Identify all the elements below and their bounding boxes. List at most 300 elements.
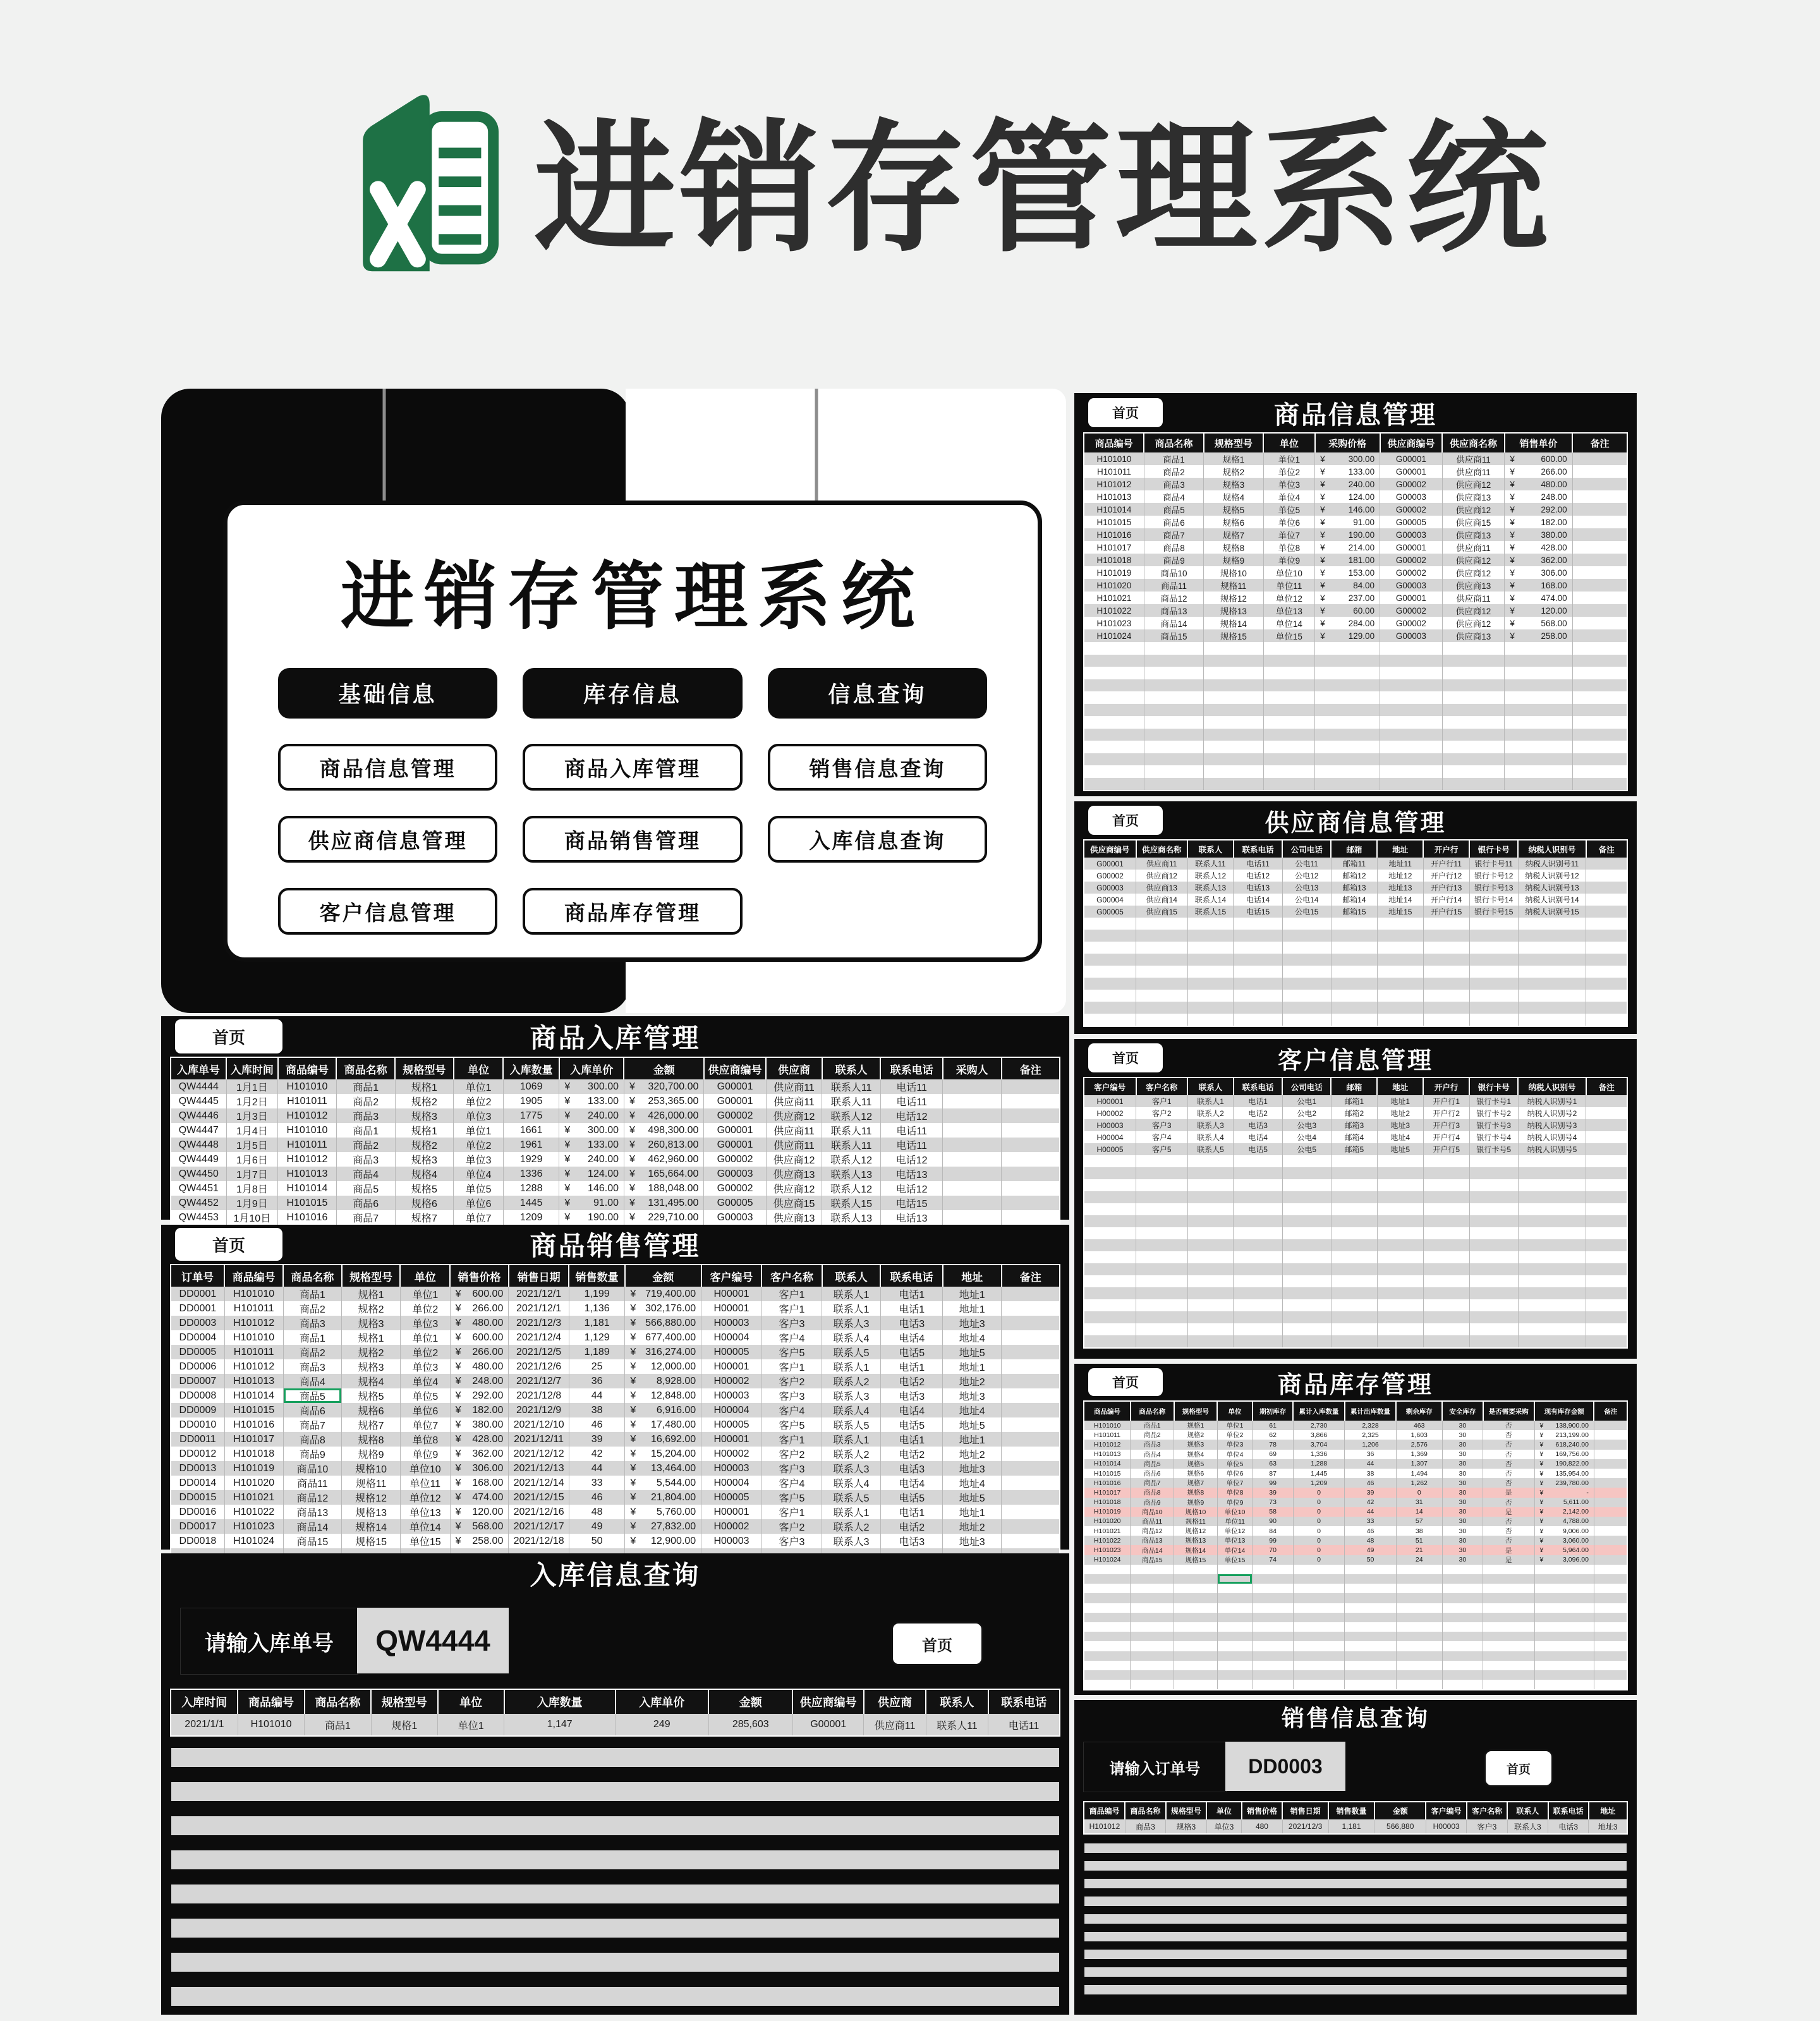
cell[interactable] xyxy=(1594,1421,1627,1430)
cell[interactable]: H101010 xyxy=(1084,1421,1131,1430)
cell[interactable]: 1,603 xyxy=(1396,1430,1442,1440)
cell[interactable] xyxy=(1002,1079,1059,1094)
cell[interactable] xyxy=(1253,1641,1293,1651)
cell[interactable] xyxy=(1084,679,1144,692)
cell[interactable] xyxy=(1315,778,1380,791)
cell[interactable] xyxy=(1331,918,1377,930)
cell[interactable] xyxy=(1572,704,1627,717)
cell[interactable] xyxy=(1377,1167,1423,1179)
cell[interactable] xyxy=(1131,1641,1174,1651)
cell[interactable] xyxy=(1377,1191,1423,1203)
cell[interactable] xyxy=(1594,1450,1627,1459)
cell[interactable]: H101016 xyxy=(278,1210,337,1225)
cell[interactable]: 供应商11 xyxy=(1442,541,1505,554)
cell[interactable] xyxy=(1594,1632,1627,1641)
cell[interactable]: 客户1 xyxy=(761,1359,822,1374)
cell[interactable] xyxy=(1204,729,1263,741)
cell[interactable]: 30 xyxy=(1442,1478,1483,1488)
cell[interactable] xyxy=(1282,1014,1331,1026)
cell[interactable]: 商品15 xyxy=(283,1534,342,1548)
query-input[interactable]: DD0003 xyxy=(1225,1742,1345,1791)
cell[interactable]: 公电4 xyxy=(1282,1131,1331,1143)
cell[interactable]: G00002 xyxy=(704,1152,766,1167)
cell[interactable]: 规格9 xyxy=(342,1447,401,1461)
cell[interactable]: 商品1 xyxy=(283,1287,342,1301)
cell[interactable]: 地址3 xyxy=(943,1316,1002,1330)
cell[interactable]: 2021/12/13 xyxy=(509,1461,569,1476)
cell[interactable]: 联系人4 xyxy=(1187,1131,1234,1143)
cell[interactable]: 规格5 xyxy=(342,1388,401,1403)
cell[interactable]: 33 xyxy=(1345,1517,1397,1526)
cell[interactable]: 客户1 xyxy=(1136,1095,1188,1107)
cell[interactable] xyxy=(1131,1593,1174,1603)
cell[interactable] xyxy=(1131,1565,1174,1574)
cell[interactable] xyxy=(1084,642,1144,655)
cell[interactable] xyxy=(1002,1534,1059,1548)
cell[interactable]: 单位1 xyxy=(438,1714,504,1735)
cell[interactable]: 25 xyxy=(569,1359,625,1374)
cell[interactable] xyxy=(1293,1670,1345,1680)
cell[interactable]: 商品10 xyxy=(283,1461,342,1476)
cell[interactable] xyxy=(1263,765,1315,778)
cell[interactable]: H101023 xyxy=(1084,617,1144,629)
cell[interactable]: 邮箱1 xyxy=(1331,1095,1377,1107)
cell[interactable]: H101011 xyxy=(224,1301,283,1316)
cell[interactable]: ¥ 266.00 xyxy=(450,1345,509,1359)
cell[interactable] xyxy=(1586,1119,1627,1131)
cell[interactable]: H00003 xyxy=(701,1388,762,1403)
cell[interactable]: 银行卡号2 xyxy=(1469,1107,1518,1119)
cell[interactable] xyxy=(1217,1593,1253,1603)
cell[interactable]: 商品9 xyxy=(283,1447,342,1461)
cell[interactable]: 单位2 xyxy=(1217,1430,1253,1440)
cell[interactable]: 联系人3 xyxy=(1187,1119,1234,1131)
cell[interactable] xyxy=(1534,1632,1594,1641)
cell[interactable]: ¥ 618,240.00 xyxy=(1534,1440,1594,1449)
cell[interactable] xyxy=(1594,1545,1627,1555)
cell[interactable]: 单位10 xyxy=(400,1461,450,1476)
cell[interactable]: 1,129 xyxy=(569,1330,625,1345)
cell[interactable]: 38 xyxy=(1396,1526,1442,1536)
cell[interactable] xyxy=(1594,1469,1627,1478)
cell[interactable] xyxy=(1174,1622,1218,1632)
cell[interactable]: ¥ 316,274.00 xyxy=(625,1345,701,1359)
cell[interactable]: DD0018 xyxy=(171,1534,224,1548)
cell[interactable] xyxy=(1217,1622,1253,1632)
cell[interactable] xyxy=(1377,1002,1423,1014)
cell[interactable]: 供应商12 xyxy=(766,1181,822,1196)
cell[interactable] xyxy=(1234,942,1282,954)
cell[interactable] xyxy=(1505,679,1572,692)
cell[interactable]: 566,880 xyxy=(1374,1819,1426,1833)
cell[interactable]: 单位3 xyxy=(1217,1440,1253,1449)
cell[interactable]: 纳税人识别号4 xyxy=(1518,1131,1586,1143)
cell[interactable]: 商品14 xyxy=(1131,1545,1174,1555)
cell[interactable]: 电话12 xyxy=(880,1108,942,1123)
cell[interactable]: DD0017 xyxy=(171,1519,224,1534)
cell[interactable]: H101014 xyxy=(224,1388,283,1403)
cell[interactable] xyxy=(1331,1002,1377,1014)
cell[interactable] xyxy=(1217,1632,1253,1641)
cell[interactable] xyxy=(1396,1661,1442,1670)
cell[interactable]: 电话1 xyxy=(880,1287,942,1301)
cell[interactable]: H101020 xyxy=(1084,579,1144,592)
cell[interactable]: ¥ 165,664.00 xyxy=(624,1167,703,1181)
cell[interactable] xyxy=(1505,691,1572,704)
cell[interactable] xyxy=(1380,778,1443,791)
cell[interactable]: 规格7 xyxy=(1174,1478,1218,1488)
cell[interactable]: ¥ 258.00 xyxy=(1505,629,1572,642)
cell[interactable]: 邮箱3 xyxy=(1331,1119,1377,1131)
cell[interactable]: ¥ 300.00 xyxy=(559,1079,624,1094)
cell[interactable]: DD0014 xyxy=(171,1476,224,1490)
cell[interactable]: 单位11 xyxy=(1217,1517,1253,1526)
cell[interactable]: 36 xyxy=(569,1374,625,1388)
cell[interactable]: 规格6 xyxy=(1174,1469,1218,1478)
cell[interactable]: 联系人15 xyxy=(822,1196,881,1210)
cell[interactable] xyxy=(1594,1459,1627,1469)
cell[interactable]: 规格10 xyxy=(342,1461,401,1476)
cell[interactable]: 地址4 xyxy=(943,1330,1002,1345)
cell[interactable]: 规格1 xyxy=(1204,452,1263,465)
cell[interactable]: 38 xyxy=(1345,1469,1397,1478)
cell[interactable]: 1月8日 xyxy=(226,1181,277,1196)
cell[interactable]: 2021/12/6 xyxy=(509,1359,569,1374)
cell[interactable] xyxy=(1331,966,1377,978)
cell[interactable] xyxy=(1345,1603,1397,1613)
cell[interactable] xyxy=(1572,592,1627,604)
cell[interactable] xyxy=(1586,1167,1627,1179)
cell[interactable] xyxy=(1331,942,1377,954)
cell[interactable]: 74 xyxy=(1253,1555,1293,1565)
cell[interactable]: G00003 xyxy=(1380,629,1443,642)
cell[interactable] xyxy=(1234,1215,1282,1227)
cell[interactable]: 规格14 xyxy=(1204,617,1263,629)
cell[interactable] xyxy=(1136,1239,1188,1251)
cell[interactable]: ¥ 677,400.00 xyxy=(625,1330,701,1345)
cell[interactable] xyxy=(1586,1095,1627,1107)
cell[interactable] xyxy=(1586,1335,1627,1347)
cell[interactable]: 商品10 xyxy=(1131,1507,1174,1517)
cell[interactable]: 地址11 xyxy=(1377,858,1423,870)
cell[interactable] xyxy=(1586,1203,1627,1215)
cell[interactable]: ¥ 600.00 xyxy=(450,1330,509,1345)
cell[interactable]: G00001 xyxy=(792,1714,863,1735)
cell[interactable]: ¥ 5,964.00 xyxy=(1534,1545,1594,1555)
cell[interactable]: 供应商12 xyxy=(766,1108,822,1123)
cell[interactable] xyxy=(1263,655,1315,667)
cell[interactable] xyxy=(1396,1680,1442,1689)
cell[interactable] xyxy=(1586,918,1627,930)
cell[interactable]: ¥ 5,544.00 xyxy=(625,1476,701,1490)
cell[interactable]: ¥ 266.00 xyxy=(1505,465,1572,478)
cell[interactable]: 电话2 xyxy=(880,1519,942,1534)
cell[interactable]: 1月6日 xyxy=(226,1152,277,1167)
cell[interactable]: 2021/12/12 xyxy=(509,1447,569,1461)
cell[interactable]: ¥ 135,954.00 xyxy=(1534,1469,1594,1478)
cell[interactable]: 联系人5 xyxy=(822,1417,881,1432)
cell[interactable]: ¥ 17,480.00 xyxy=(625,1417,701,1432)
cell[interactable] xyxy=(1442,1661,1483,1670)
cell[interactable]: 电话1 xyxy=(880,1301,942,1316)
cell[interactable] xyxy=(1144,765,1203,778)
cell[interactable]: 规格2 xyxy=(395,1138,454,1152)
cell[interactable]: 规格3 xyxy=(342,1359,401,1374)
cell[interactable] xyxy=(1396,1584,1442,1593)
cell[interactable] xyxy=(1518,990,1586,1002)
cell[interactable]: 电话15 xyxy=(880,1196,942,1210)
cell[interactable] xyxy=(1442,729,1505,741)
cell[interactable]: 客户5 xyxy=(761,1417,822,1432)
cell[interactable]: 客户4 xyxy=(761,1476,822,1490)
cell[interactable]: G00003 xyxy=(704,1167,766,1181)
cell[interactable] xyxy=(1594,1574,1627,1584)
cell[interactable]: 地址5 xyxy=(943,1490,1002,1505)
cell[interactable]: 商品6 xyxy=(336,1196,395,1210)
cell[interactable]: 规格7 xyxy=(395,1210,454,1225)
cell[interactable] xyxy=(1505,667,1572,679)
cell[interactable]: 联系人13 xyxy=(822,1210,881,1225)
cell[interactable]: 0 xyxy=(1293,1526,1345,1536)
cell[interactable] xyxy=(1084,1311,1136,1323)
cell[interactable]: H101022 xyxy=(1084,604,1144,617)
cell[interactable]: 57 xyxy=(1396,1517,1442,1526)
cell[interactable]: ¥ 248.00 xyxy=(450,1374,509,1388)
cell[interactable] xyxy=(1136,1002,1188,1014)
cell[interactable] xyxy=(1263,778,1315,791)
cell[interactable] xyxy=(1331,1239,1377,1251)
cell[interactable] xyxy=(1594,1622,1627,1632)
cell[interactable] xyxy=(1594,1565,1627,1574)
cell[interactable]: 规格11 xyxy=(1204,579,1263,592)
cell[interactable] xyxy=(1293,1622,1345,1632)
cell[interactable] xyxy=(1586,1251,1627,1263)
cell[interactable] xyxy=(1377,966,1423,978)
cell[interactable] xyxy=(1084,1203,1136,1215)
cell[interactable]: 1445 xyxy=(503,1196,559,1210)
cell[interactable] xyxy=(1217,1613,1253,1622)
cell[interactable] xyxy=(1144,716,1203,729)
cell[interactable]: 24 xyxy=(1396,1555,1442,1565)
cell[interactable]: 电话12 xyxy=(880,1152,942,1167)
cell[interactable] xyxy=(1331,1323,1377,1335)
cell[interactable] xyxy=(1586,1014,1627,1026)
cell[interactable] xyxy=(1345,1661,1397,1670)
cell[interactable]: 商品5 xyxy=(283,1388,342,1403)
cell[interactable] xyxy=(1396,1622,1442,1632)
cell[interactable] xyxy=(1187,930,1234,942)
cell[interactable] xyxy=(1187,918,1234,930)
cell[interactable] xyxy=(1187,1299,1234,1311)
cell[interactable] xyxy=(1144,778,1203,791)
cell[interactable]: G00003 xyxy=(1380,490,1443,503)
cell[interactable]: 商品13 xyxy=(1144,604,1203,617)
cell[interactable]: 地址1 xyxy=(943,1359,1002,1374)
cell[interactable] xyxy=(1483,1603,1535,1613)
cell[interactable] xyxy=(943,1167,1002,1181)
cell[interactable]: 商品2 xyxy=(283,1301,342,1316)
cell[interactable]: 1,206 xyxy=(1345,1440,1397,1449)
cell[interactable] xyxy=(1572,579,1627,592)
cell[interactable] xyxy=(1380,704,1443,717)
cell[interactable]: 商品2 xyxy=(1144,465,1203,478)
cell[interactable] xyxy=(1483,1632,1535,1641)
cell[interactable]: 电话12 xyxy=(880,1181,942,1196)
cell[interactable] xyxy=(1331,1275,1377,1287)
cell[interactable] xyxy=(1377,978,1423,990)
cell[interactable] xyxy=(1084,1275,1136,1287)
cell[interactable] xyxy=(1518,930,1586,942)
cell[interactable] xyxy=(1002,1123,1059,1138)
cell[interactable]: 电话5 xyxy=(880,1417,942,1432)
cell[interactable]: 公电1 xyxy=(1282,1095,1331,1107)
cell[interactable]: QW4447 xyxy=(171,1123,226,1138)
cell[interactable]: 规格8 xyxy=(342,1432,401,1447)
cell[interactable] xyxy=(1505,778,1572,791)
cell[interactable]: 银行卡号12 xyxy=(1469,870,1518,882)
cell[interactable]: 商品1 xyxy=(1144,452,1203,465)
cell[interactable] xyxy=(1518,1287,1586,1299)
cell[interactable] xyxy=(1002,1476,1059,1490)
cell[interactable]: 规格11 xyxy=(1174,1517,1218,1526)
cell[interactable] xyxy=(1586,906,1627,918)
cell[interactable]: ¥ 5,760.00 xyxy=(625,1505,701,1519)
cell[interactable] xyxy=(1293,1593,1345,1603)
cell[interactable] xyxy=(1423,942,1469,954)
cell[interactable] xyxy=(1002,1403,1059,1417)
cell[interactable] xyxy=(1282,1263,1331,1275)
cell[interactable] xyxy=(1572,753,1627,766)
cell[interactable] xyxy=(1282,1239,1331,1251)
cell[interactable]: 联系人11 xyxy=(822,1094,881,1108)
cell[interactable]: 商品3 xyxy=(336,1108,395,1123)
cell[interactable]: 联系人2 xyxy=(822,1447,881,1461)
cell[interactable]: 规格14 xyxy=(342,1519,401,1534)
cell[interactable]: 2021/12/18 xyxy=(509,1534,569,1548)
cell[interactable]: G00001 xyxy=(1380,465,1443,478)
cell[interactable]: 地址5 xyxy=(943,1345,1002,1359)
cell[interactable]: 0 xyxy=(1293,1488,1345,1497)
cell[interactable]: ¥ 3,096.00 xyxy=(1534,1555,1594,1565)
cell[interactable]: 开户行13 xyxy=(1423,882,1469,894)
cell[interactable] xyxy=(1282,1167,1331,1179)
cell[interactable]: 单位7 xyxy=(454,1210,504,1225)
cell[interactable] xyxy=(1187,954,1234,966)
cell[interactable]: ¥ 181.00 xyxy=(1315,554,1380,566)
cell[interactable] xyxy=(1572,741,1627,753)
cell[interactable] xyxy=(1572,765,1627,778)
cell[interactable]: ¥ 13,464.00 xyxy=(625,1461,701,1476)
cell[interactable]: 客户2 xyxy=(1136,1107,1188,1119)
cell[interactable]: H101012 xyxy=(1084,1440,1131,1449)
cell[interactable] xyxy=(1469,1227,1518,1239)
cell[interactable] xyxy=(1331,1335,1377,1347)
cell[interactable]: 1961 xyxy=(503,1138,559,1152)
cell[interactable] xyxy=(1442,1651,1483,1661)
cell[interactable]: H101013 xyxy=(1084,1450,1131,1459)
cell[interactable] xyxy=(1345,1670,1397,1680)
cell[interactable]: 银行卡号1 xyxy=(1469,1095,1518,1107)
cell[interactable]: 285,603 xyxy=(708,1714,792,1735)
cell[interactable]: 87 xyxy=(1253,1469,1293,1478)
cell[interactable]: 2021/12/8 xyxy=(509,1388,569,1403)
cell[interactable] xyxy=(1572,716,1627,729)
cell[interactable]: 46 xyxy=(1345,1526,1397,1536)
cell[interactable]: H101013 xyxy=(1084,490,1144,503)
cell[interactable]: 单位5 xyxy=(400,1388,450,1403)
nav-button-customer-info-mgmt[interactable]: 客户信息管理 xyxy=(278,888,497,935)
cell[interactable]: 规格7 xyxy=(1204,528,1263,541)
cell[interactable]: 地址2 xyxy=(943,1519,1002,1534)
cell[interactable]: 0 xyxy=(1293,1536,1345,1545)
cell[interactable]: 商品4 xyxy=(283,1374,342,1388)
cell[interactable]: QW4453 xyxy=(171,1210,226,1225)
cell[interactable]: 地址4 xyxy=(943,1403,1002,1417)
cell[interactable] xyxy=(1282,954,1331,966)
cell[interactable]: 联系人1 xyxy=(822,1505,881,1519)
cell[interactable] xyxy=(1084,1335,1136,1347)
cell[interactable] xyxy=(1136,918,1188,930)
cell[interactable]: 0 xyxy=(1396,1488,1442,1497)
cell[interactable] xyxy=(1084,1622,1131,1632)
nav-button-product-inventory-mgmt[interactable]: 商品库存管理 xyxy=(523,888,742,935)
cell[interactable]: 44 xyxy=(569,1388,625,1403)
cell[interactable]: 单位5 xyxy=(454,1181,504,1196)
cell[interactable] xyxy=(1234,1203,1282,1215)
cell[interactable]: 44 xyxy=(569,1461,625,1476)
cell[interactable]: 商品15 xyxy=(1144,629,1203,642)
cell[interactable]: H00004 xyxy=(701,1476,762,1490)
cell[interactable] xyxy=(1572,566,1627,579)
cell[interactable]: H00001 xyxy=(701,1301,762,1316)
cell[interactable] xyxy=(943,1196,1002,1210)
cell[interactable] xyxy=(1572,528,1627,541)
cell[interactable]: ¥ 146.00 xyxy=(559,1181,624,1196)
cell[interactable] xyxy=(1586,894,1627,906)
nav-button-supplier-info-mgmt[interactable]: 供应商信息管理 xyxy=(278,816,497,863)
cell[interactable]: 1月10日 xyxy=(226,1210,277,1225)
cell[interactable] xyxy=(1174,1574,1218,1584)
cell[interactable] xyxy=(1345,1574,1397,1584)
cell[interactable]: 单位1 xyxy=(454,1123,504,1138)
cell[interactable]: ¥ 362.00 xyxy=(450,1447,509,1461)
cell[interactable]: 客户1 xyxy=(761,1432,822,1447)
cell[interactable]: 地址1 xyxy=(943,1432,1002,1447)
cell[interactable] xyxy=(1002,1181,1059,1196)
cell[interactable]: 电话1 xyxy=(880,1432,942,1447)
cell[interactable] xyxy=(1423,1335,1469,1347)
cell[interactable] xyxy=(1234,954,1282,966)
cell[interactable] xyxy=(1084,1179,1136,1191)
cell[interactable]: 0 xyxy=(1293,1507,1345,1517)
cell[interactable] xyxy=(1084,1632,1131,1641)
cell[interactable] xyxy=(1136,1287,1188,1299)
cell[interactable]: ¥ 6,916.00 xyxy=(625,1403,701,1417)
cell[interactable]: 36 xyxy=(1345,1450,1397,1459)
cell[interactable] xyxy=(1469,990,1518,1002)
cell[interactable] xyxy=(1204,778,1263,791)
cell[interactable]: ¥ 15,204.00 xyxy=(625,1447,701,1461)
home-button[interactable]: 首页 xyxy=(1088,1043,1163,1072)
cell[interactable]: 商品6 xyxy=(1131,1469,1174,1478)
cell[interactable]: 规格3 xyxy=(1204,478,1263,490)
cell[interactable] xyxy=(1084,990,1136,1002)
cell[interactable]: 联系人11 xyxy=(822,1079,881,1094)
cell[interactable]: 规格13 xyxy=(342,1505,401,1519)
cell[interactable]: 电话1 xyxy=(1234,1095,1282,1107)
cell[interactable] xyxy=(1144,691,1203,704)
cell[interactable] xyxy=(1505,753,1572,766)
